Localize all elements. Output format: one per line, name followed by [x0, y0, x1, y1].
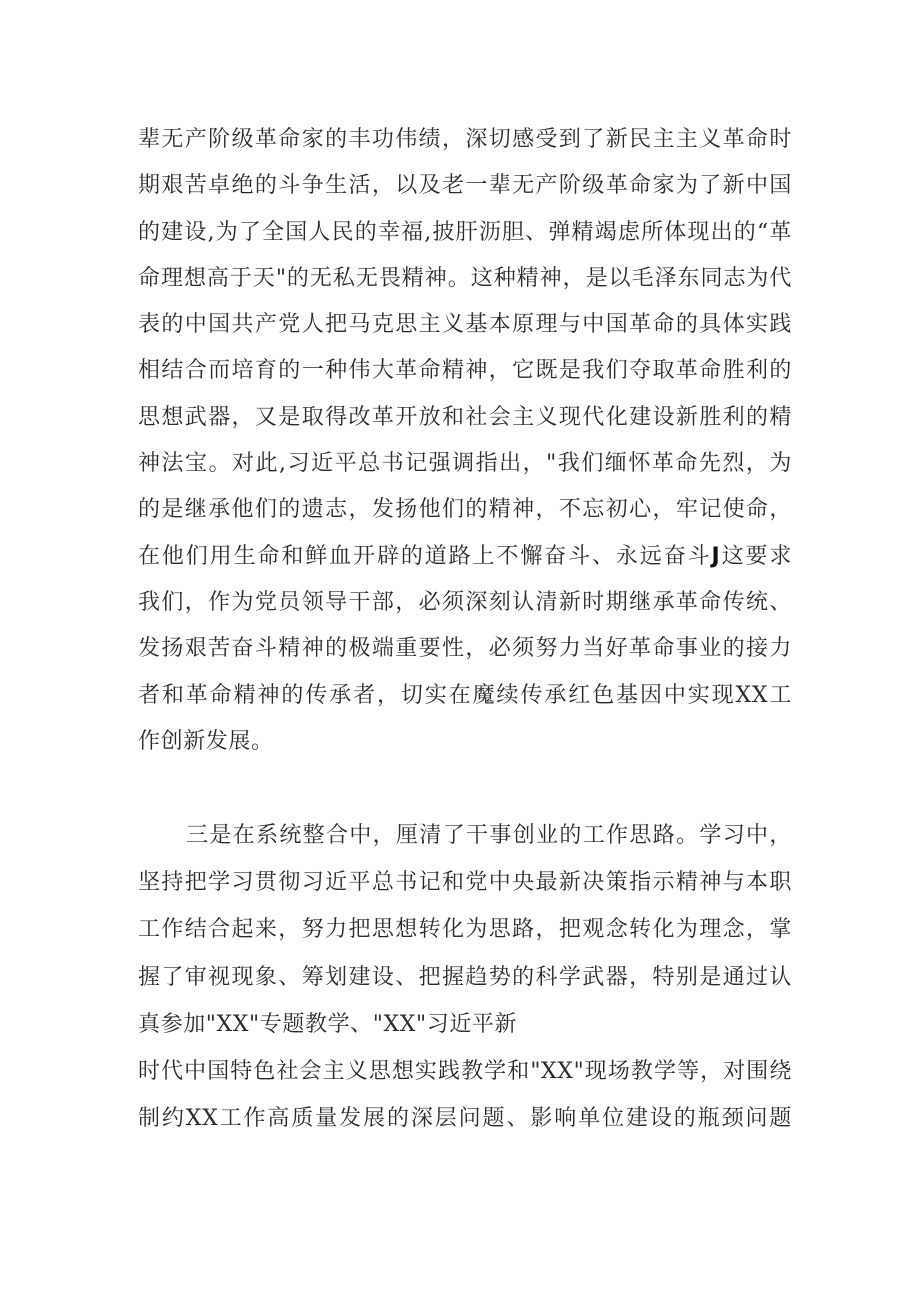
text-line: 我们，作为党员领导干部，必须深刻认清新时期继承革命传统、 [138, 589, 792, 615]
bold-marker: J [711, 543, 721, 569]
text-line: 握了审视现象、筹划建设、把握趋势的科学武器，特别是通过认 [138, 964, 792, 990]
text-line: 期艰苦卓绝的斗争生活，以及老一辈无产阶级革命家为了新中国 [138, 173, 792, 199]
text-line [138, 534, 792, 580]
text-line: 工作结合起来，努力把思想转化为思路，把观念转化为理念，掌 [138, 917, 792, 943]
text-line: 坚持把学习贯彻习近平总书记和党中央最新决策指示精神与本职 [138, 870, 792, 896]
text-line: 的是继承他们的遗志，发扬他们的精神，不忘初心，牢记使命， [138, 497, 792, 523]
text-line: 的建设,为了全国人民的幸福,披肝沥胆、弹精竭虑所体现出的“革 [138, 219, 792, 245]
paragraph-2 [138, 812, 792, 1142]
text-line: 时代中国特色社会主义思想实践教学和"XX"现场教学等，对围绕 [138, 1058, 792, 1084]
text-line: 作创新发展。 [138, 728, 274, 754]
text-line: 命理想高于天"的无私无畏精神。这种精神，是以毛泽东同志为代 [138, 265, 792, 291]
text-line: 者和革命精神的传承者，切实在魔续传承红色基因中实现XX工 [138, 682, 792, 708]
text-line: 表的中国共产党人把马克思主义基本原理与中国革命的具体实践 [138, 312, 792, 338]
text-line: 发扬艰苦奋斗精神的极端重要性，必须努力当好革命事业的接力 [138, 636, 792, 662]
text-line: 神法宝。对此,习近平总书记强调指出，"我们缅怀革命先烈，为 [138, 451, 792, 477]
text-segment: 这要求 [720, 543, 792, 569]
text-line: 相结合而培育的一种伟大革命精神，它既是我们夺取革命胜利的 [138, 358, 792, 384]
text-line: 真参加"XX"专题教学、"XX"习近平新 [138, 1011, 518, 1037]
text-line: 辈无产阶级革命家的丰功伟绩，深切感受到了新民主主义革命时 [138, 127, 792, 152]
paragraph-1 [138, 117, 792, 765]
text-line: 制约XX工作高质量发展的深层问题、影响单位建设的瓶颈问题 [138, 1106, 792, 1132]
text-line: 三是在系统整合中，厘清了干事创业的工作思路。学习中， [186, 823, 792, 848]
text-segment: 在他们用生命和鲜血开辟的道路上不懈奋斗、永远奋斗 [138, 543, 712, 569]
text-line: 思想武器，又是取得改革开放和社会主义现代化建设新胜利的精 [138, 404, 792, 430]
